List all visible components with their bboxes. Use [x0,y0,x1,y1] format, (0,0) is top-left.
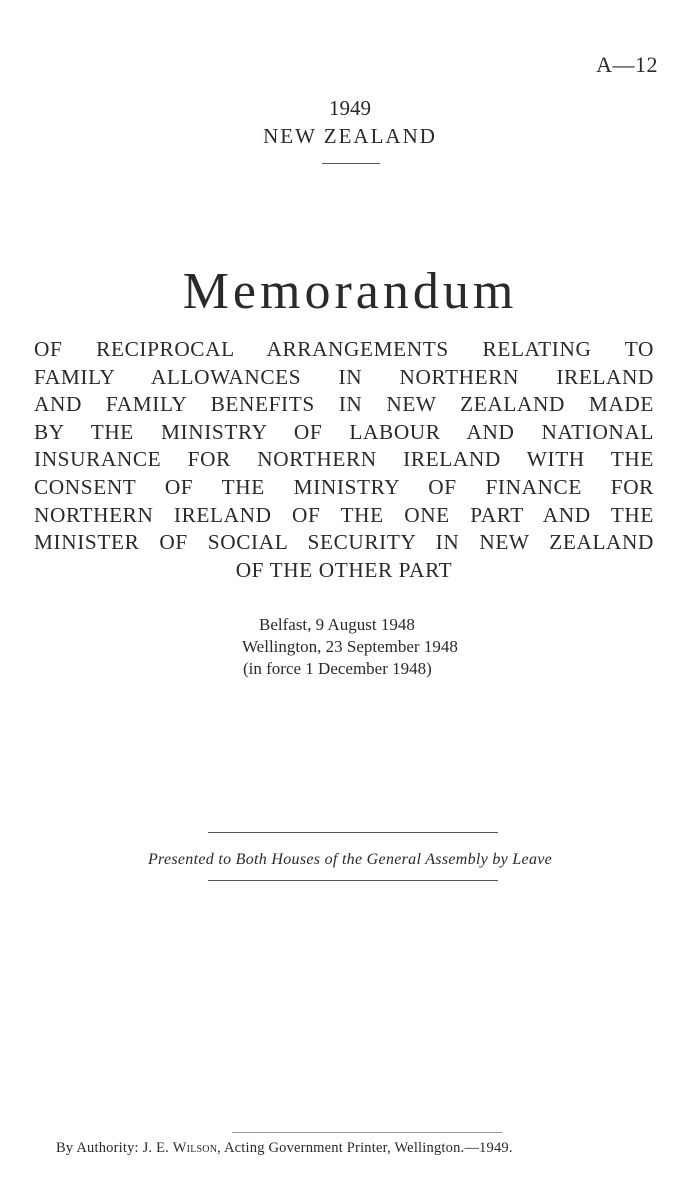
imprint-suffix: , Acting Government Printer, Wellington.—1949. [217,1140,513,1156]
document-year: 1949 [329,96,371,120]
printer-name: Wilson [172,1140,218,1156]
printer-imprint [56,1140,513,1157]
description-line: BY THE MINISTRY OF LABOUR AND NATIONAL [34,419,654,444]
description-line: INSURANCE FOR NORTHERN IRELAND WITH THE [34,447,654,472]
document-country: NEW ZEALAND [263,124,437,148]
presented-bottom-rule [208,880,498,881]
document-reference: A—12 [596,52,658,77]
description-line: CONSENT OF THE MINISTRY OF FINANCE FOR [34,474,654,499]
description-line: FAMILY ALLOWANCES IN NORTHERN IRELAND [34,364,654,389]
description-line: AND FAMILY BENEFITS IN NEW ZEALAND MADE [34,392,654,417]
footer-rule [232,1132,502,1133]
in-force-date: (in force 1 December 1948) [243,659,432,678]
memorandum-description [34,336,654,584]
description-line: OF THE OTHER PART [235,557,453,582]
presented-top-rule [208,832,498,833]
document-title: Memorandum [182,263,518,320]
description-line: MINISTER OF SOCIAL SECURITY IN NEW ZEALAND [34,530,654,555]
presented-statement: Presented to Both Houses of the General Assembly by Leave [147,851,553,868]
imprint-prefix: By Authority: J. E. [56,1140,173,1156]
belfast-date: Belfast, 9 August 1948 [259,615,415,634]
description-line: NORTHERN IRELAND OF THE ONE PART AND THE [34,502,654,527]
description-line: OF RECIPROCAL ARRANGEMENTS RELATING TO [34,337,654,361]
wellington-date: Wellington, 23 September 1948 [242,637,458,656]
signing-dates [0,614,700,680]
header-divider [322,163,380,164]
